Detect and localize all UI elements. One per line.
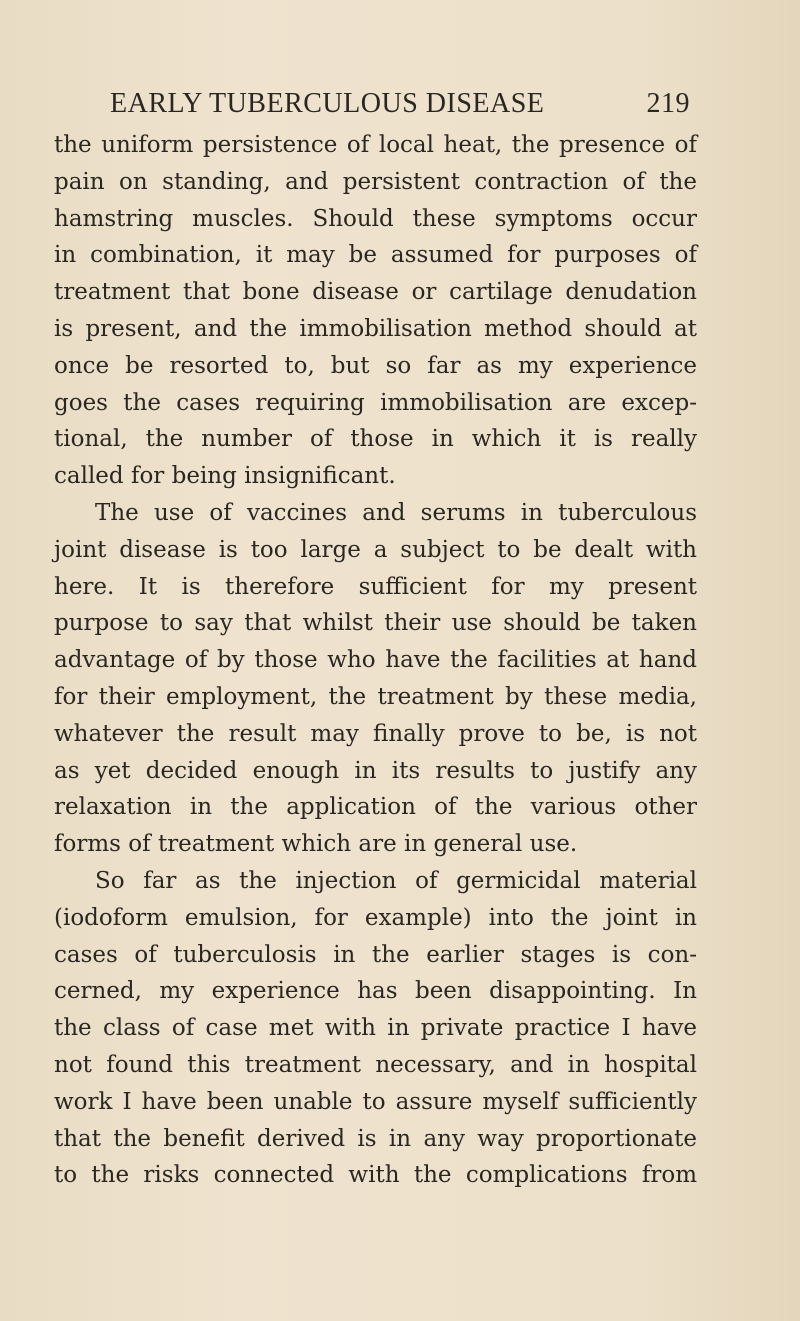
text-line: hamstring muscles. Should these symptoms occur bbox=[54, 205, 697, 232]
page-number: 219 bbox=[646, 88, 690, 119]
text-line: the uniform persistence of local heat, the presence of bbox=[54, 132, 697, 158]
body-text bbox=[54, 127, 697, 1194]
text-line: in combination, it may be assumed for purposes of bbox=[54, 242, 697, 269]
text-line: goes the cases requiring immobilisation are excep- bbox=[54, 389, 697, 416]
paragraph-3 bbox=[54, 863, 697, 1194]
paragraph-1 bbox=[54, 127, 697, 495]
text-line: joint disease is too large a subject to be dealt with bbox=[54, 536, 697, 563]
text-line: So far as the injection of germicidal material bbox=[95, 867, 697, 894]
text-line: tional, the number of those in which it is really bbox=[54, 426, 697, 453]
text-line: not found this treatment necessary, and in hospital bbox=[54, 1051, 697, 1078]
text-line: that the benefit derived is in any way proportionate bbox=[54, 1125, 697, 1152]
text-line: advantage of by those who have the facilities at hand bbox=[54, 647, 697, 674]
text-line: treatment that bone disease or cartilage denudation bbox=[54, 279, 697, 306]
text-line: purpose to say that whilst their use should be taken bbox=[54, 610, 697, 637]
text-line: The use of vaccines and serums in tuberculous bbox=[95, 499, 697, 526]
text-line: pain on standing, and persistent contraction of the bbox=[54, 168, 697, 195]
text-line: for their employment, the treatment by these media, bbox=[54, 683, 697, 710]
text-line: called for being insignificant. bbox=[54, 463, 396, 490]
text-line: forms of treatment which are in general use. bbox=[54, 831, 578, 858]
text-line: cases of tuberculosis in the earlier stages is con- bbox=[54, 941, 697, 968]
text-line: is present, and the immobilisation method should at bbox=[54, 315, 697, 342]
text-line: whatever the result may finally prove to be, is not bbox=[54, 720, 697, 747]
text-line: relaxation in the application of the various other bbox=[54, 794, 697, 821]
text-line: cerned, my experience has been disappointing. In bbox=[54, 978, 697, 1005]
text-line: once be resorted to, but so far as my experience bbox=[54, 352, 697, 379]
text-line: work I have been unable to assure myself sufficiently bbox=[54, 1088, 697, 1115]
text-line: to the risks connected with the complications from bbox=[54, 1162, 697, 1189]
paragraph-2 bbox=[54, 495, 697, 863]
text-line: here. It is therefore sufficient for my present bbox=[54, 573, 697, 600]
text-line: the class of case met with in private practice I have bbox=[54, 1015, 697, 1042]
text-line: as yet decided enough in its results to justify any bbox=[54, 757, 697, 784]
text-line: (iodoform emulsion, for example) into the joint in bbox=[54, 904, 697, 931]
running-title: EARLY TUBERCULOUS DISEASE bbox=[110, 88, 545, 119]
